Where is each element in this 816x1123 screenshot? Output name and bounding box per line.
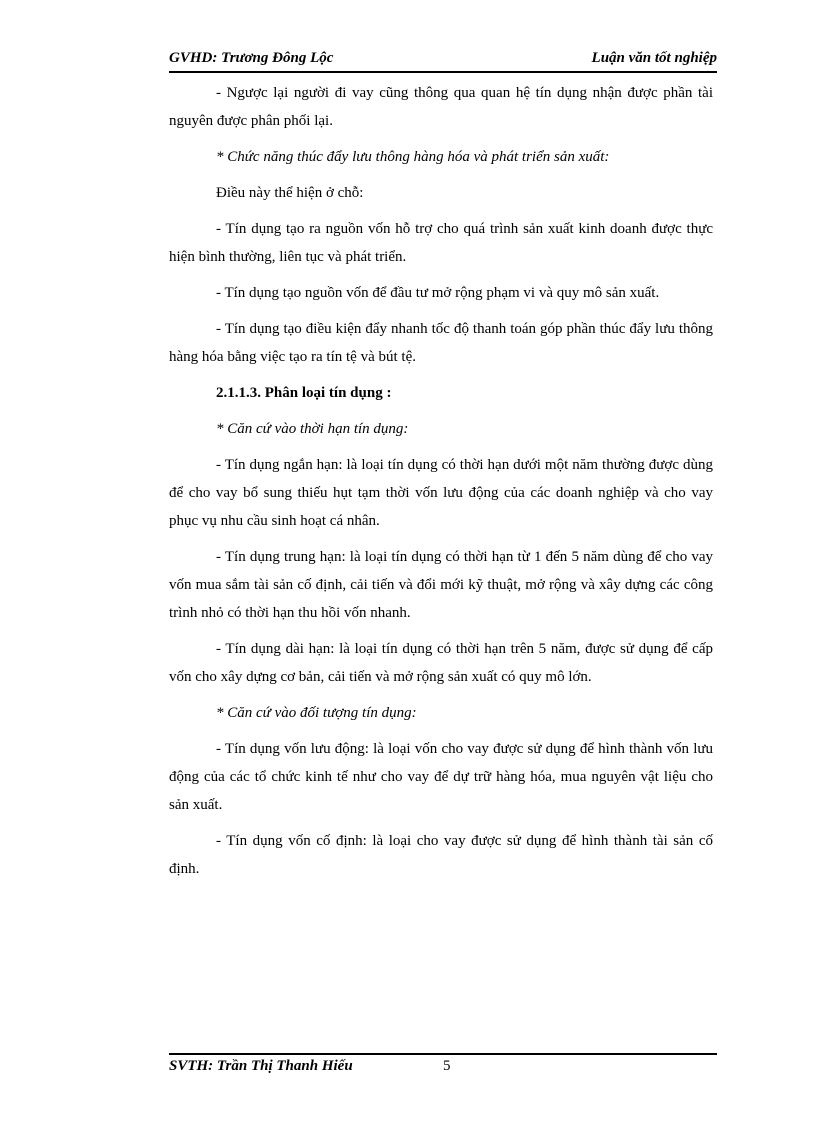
header-divider (169, 71, 717, 73)
paragraph-shown-by: Điều này thể hiện ở chỗ: (216, 185, 364, 201)
paragraph-short-term-credit: - Tín dụng ngắn hạn: là loại tín dụng có thời hạn dưới một năm thường được dùng để cho vay bổ sung thiếu hụt tạm thời vốn lưu động của các doanh nghiệp và cho vay phục vụ nhu cầu sinh hoạt cá nhân. (169, 457, 713, 529)
header-thesis-title: Luận văn tốt nghiệp (591, 50, 717, 66)
subheading-by-term: * Căn cứ vào thời hạn tín dụng: (216, 421, 409, 437)
page-footer (169, 1058, 717, 1080)
paragraph-working-capital-credit: - Tín dụng vốn lưu động: là loại vốn cho vay được sử dụng để hình thành vốn lưu động của các tổ chức kinh tế như cho vay để dự trữ hàng hóa, mua nguyên vật liệu cho sản xuất. (169, 741, 713, 813)
page-header (169, 50, 717, 72)
header-advisor: GVHD: Trương Đông Lộc (169, 50, 334, 66)
paragraph-investment-expansion: - Tín dụng tạo nguồn vốn để đầu tư mở rộng phạm vi và quy mô sản xuất. (216, 285, 660, 301)
paragraph-fixed-capital-credit: - Tín dụng vốn cố định: là loại cho vay được sử dụng để hình thành tài sản cố định. (169, 833, 713, 877)
footer-student: SVTH: Trần Thị Thanh Hiếu (169, 1058, 353, 1074)
body-text (169, 79, 713, 891)
paragraph-payment-speed: - Tín dụng tạo điều kiện đẩy nhanh tốc độ thanh toán góp phần thúc đẩy lưu thông hàng hóa bằng việc tạo ra tín tệ và bút tệ. (169, 321, 713, 365)
page-number: 5 (443, 1058, 451, 1074)
subheading-by-object: * Căn cứ vào đối tượng tín dụng: (216, 705, 417, 721)
subheading-circulation-function: * Chức năng thúc đẩy lưu thông hàng hóa và phát triển sản xuất: (216, 149, 610, 165)
paragraph-long-term-credit: - Tín dụng dài hạn: là loại tín dụng có thời hạn trên 5 năm, được sử dụng để cấp vốn cho xây dựng cơ bản, cải tiến và mở rộng sản xuất có quy mô lớn. (169, 641, 713, 685)
paragraph-medium-term-credit: - Tín dụng trung hạn: là loại tín dụng có thời hạn từ 1 đến 5 năm dùng để cho vay vốn mua sắm tài sản cố định, cải tiến và đổi mới kỹ thuật, mở rộng và xây dựng các công trình nhỏ có thời hạn thu hồi vốn nhanh. (169, 549, 713, 621)
section-heading-credit-classification: 2.1.1.3. Phân loại tín dụng : (216, 385, 392, 401)
paragraph-support-production: - Tín dụng tạo ra nguồn vốn hỗ trợ cho quá trình sản xuất kinh doanh được thực hiện bình thường, liên tục và phát triển. (169, 221, 713, 265)
footer-divider (169, 1053, 717, 1055)
paragraph-borrower-redistribution: - Ngược lại người đi vay cũng thông qua quan hệ tín dụng nhận được phần tài nguyên được phân phối lại. (169, 85, 713, 129)
